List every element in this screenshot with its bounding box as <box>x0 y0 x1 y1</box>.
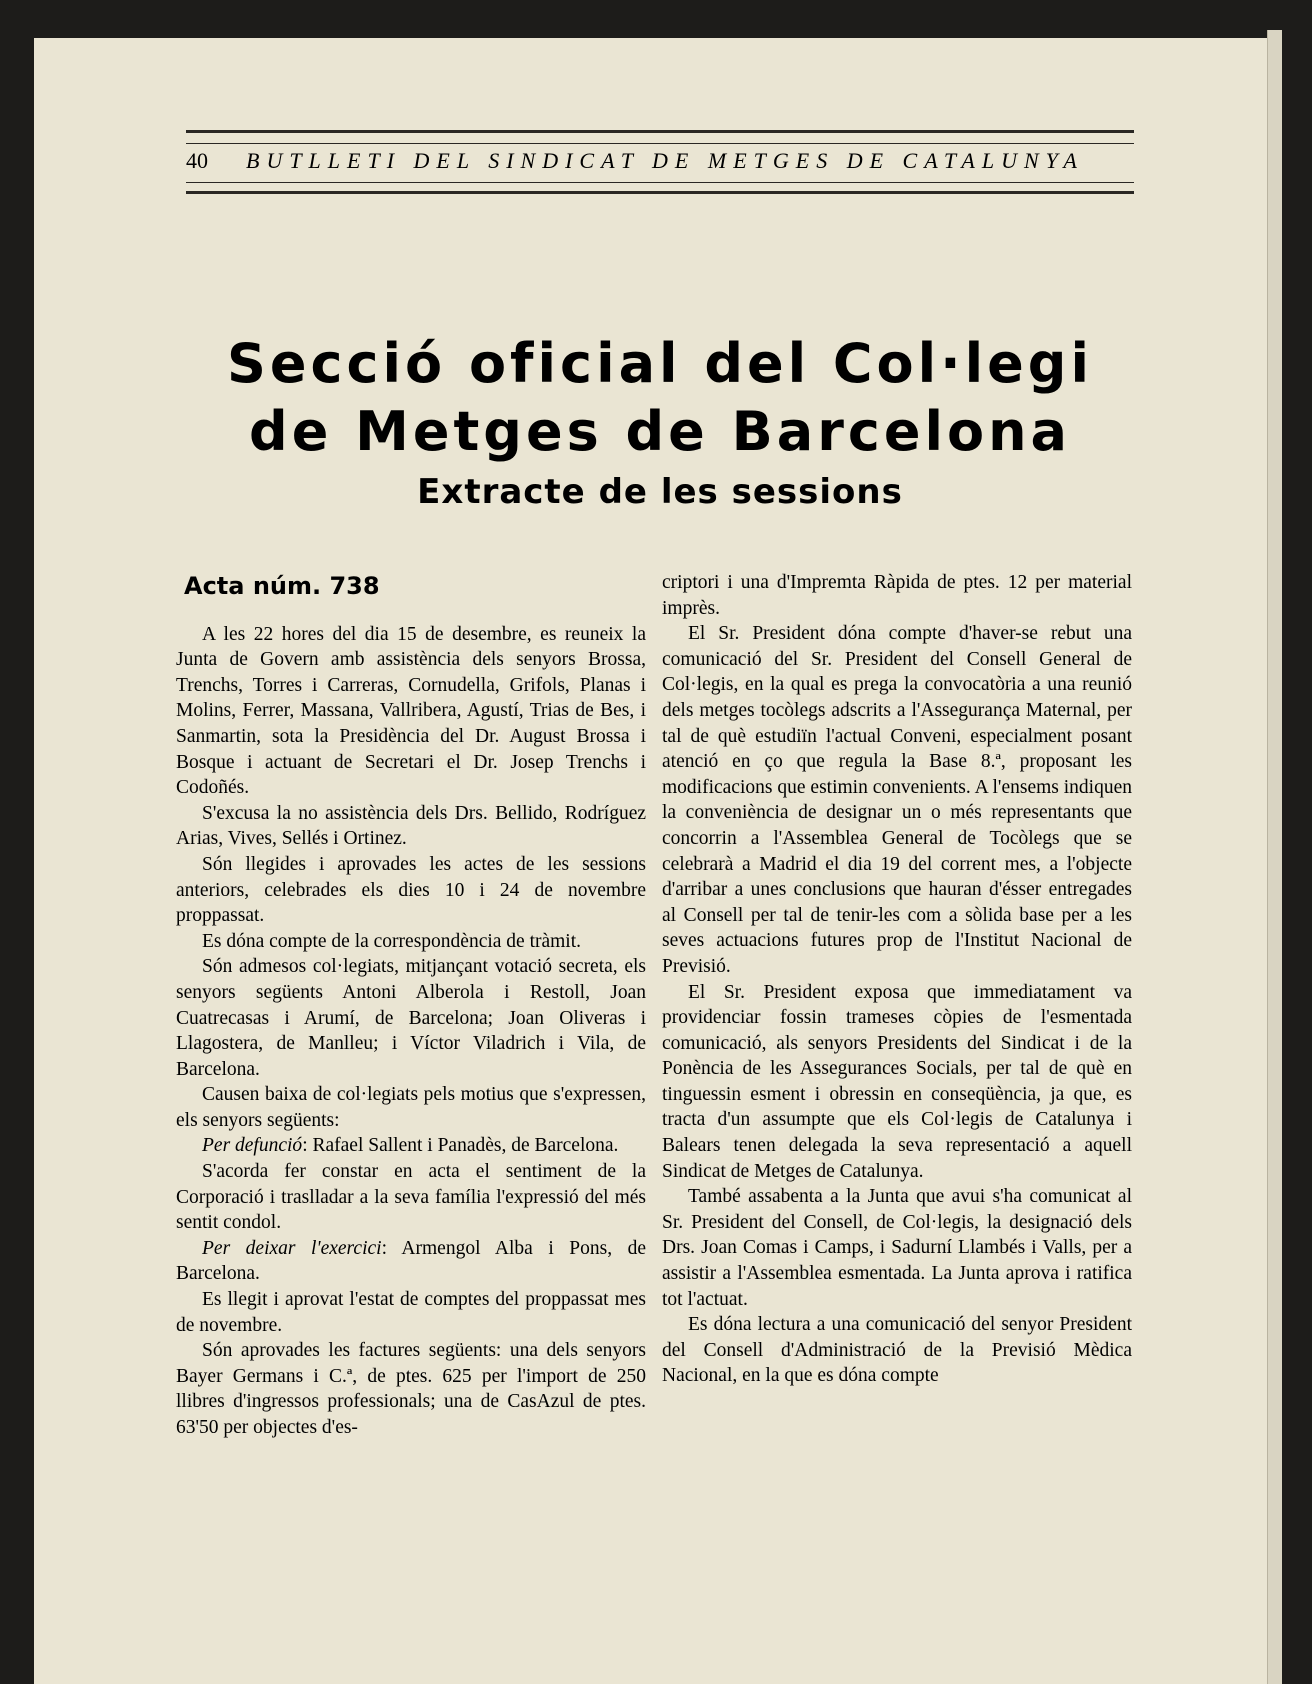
paragraph-continuation: criptori i una d'Impremta Ràpida de ptes. 12 per material imprès. <box>662 572 1132 619</box>
acta-heading: Acta núm. 738 <box>184 572 380 600</box>
section-title-line-2: de Metges de Barcelona <box>249 400 1071 463</box>
page-edge <box>1267 30 1282 1684</box>
paragraph: També assabenta a la Junta que avui s'ha comunicat al Sr. President del Consell, de Col·legis, la designació dels Drs. Joan Comas i Camps, i Sadurní Llambés i Valls, per a assistir a l'Assemblea esmentada. La Junta aprova i ratifica tot l'actuat. <box>662 1186 1132 1310</box>
paragraph: El Sr. President dóna compte d'haver-se rebut una comunicació del Sr. President del Consell General de Col·legis, en la qual es prega la convocatòria a una reunió dels metges tocòlegs adscrits a l'Assegurança Maternal, per tal de què estudiïn l'actual Conveni, especialment posant atenció en ço que regula la Base 8.ª, proposant les modificacions que estimin convenients. A l'ensems indiquen la conveniència de designar un o més representants que concorrin a l'Assemblea General de Tocòlegs que se celebrarà a Madrid el dia 19 del corrent mes, a l'objecte d'arribar a unes conclusions que hauran d'ésser entregades al Consell per tal de tenir-les com a sòlida base per a les seves actuacions futures prop de l'Institut Nacional de Previsió. <box>662 623 1132 977</box>
paragraph: Són llegides i aprovades les actes de les sessions anteriors, celebrades els dies 10 i 24 de novembre proppassat. <box>176 853 646 927</box>
section-title-line-1: Secció oficial del Col·legi <box>227 332 1093 395</box>
paragraph-exercici <box>176 1236 646 1287</box>
paragraph: A les 22 hores del dia 15 de desembre, es reuneix la Junta de Govern amb assistència dels senyors Brossa, Trenchs, Torres i Carreras, Cornudella, Grifols, Planas i Molins, Ferrer, Massana, Vallribera, Agustí, Trias de Bes, i Sanmartin, sota la Presidència del Dr. August Brossa i Bosque i actuant de Secretari el Dr. Josep Trenchs i Codoñés. <box>176 623 646 799</box>
paragraph: Es dóna lectura a una comunicació del senyor President del Consell d'Administració de la Previsió Mèdica Nacional, en la que es dóna compte <box>662 1314 1132 1387</box>
right-column <box>662 570 1132 1389</box>
paragraph: Són admesos col·legiats, mitjançant votació secreta, els senyors següents Antoni Alberola i Restoll, Joan Cuatrecasas i Arumí, de Barcelona; Joan Oliveras i Llagostera, de Manlleu; i Víctor Viladrich i Vila, de Barcelona. <box>176 956 646 1080</box>
header-rule-top <box>186 130 1134 144</box>
paragraph: S'acorda fer constar en acta el sentiment de la Corporació i traslladar a la seva família l'expressió del més sentit condol. <box>176 1161 646 1234</box>
paragraph: Són aprovades les factures següents: una dels senyors Bayer Germans i C.ª, de ptes. 625 per l'import de 250 llibres d'ingressos professionals; una de CasAzul de ptes. 63'50 per objectes d'es- <box>176 1340 646 1438</box>
defuncio-label: Per defunció <box>202 1135 303 1157</box>
section-title <box>186 330 1134 466</box>
running-title: BUTLLETI DEL SINDICAT DE METGES DE CATALUNYA <box>246 148 1084 173</box>
running-header <box>186 146 1134 176</box>
defuncio-text: : Rafael Sallent i Panadès, de Barcelona. <box>302 1135 619 1157</box>
paragraph: Es dóna compte de la correspondència de tràmit. <box>202 930 582 952</box>
section-title-block <box>186 330 1134 512</box>
left-column <box>176 570 646 1441</box>
exercici-label: Per deixar l'exercici <box>202 1237 382 1259</box>
paragraph: Es llegit i aprovat l'estat de comptes del proppassat mes de novembre. <box>176 1289 646 1336</box>
exercici-text: : Armengol Alba i Pons, de Barcelona. <box>176 1237 646 1285</box>
paragraph: S'excusa la no assistència dels Drs. Bellido, Rodríguez Arias, Vives, Sellés i Ortinez. <box>176 802 646 850</box>
page-number: 40 <box>186 148 208 173</box>
paragraph: Causen baixa de col·legiats pels motius que s'expressen, els senyors següents: <box>176 1084 646 1131</box>
header-rule-bottom <box>186 182 1134 194</box>
paragraph-defuncio <box>176 1133 646 1159</box>
section-subtitle: Extracte de les sessions <box>417 472 903 512</box>
paragraph: El Sr. President exposa que immediatament va providenciar fossin trameses còpies de l'esmentada comunicació, als senyors Presidents del Sindicat i de la Ponència de les Assegurances Socials, per tal de què en tinguessin esment i obressin en conseqüència, ja que, es tracta d'un assumpte que els Col·legis de Catalunya i Balears tenen delegada la seva representació a aquell Sindicat de Metges de Catalunya. <box>662 981 1132 1182</box>
